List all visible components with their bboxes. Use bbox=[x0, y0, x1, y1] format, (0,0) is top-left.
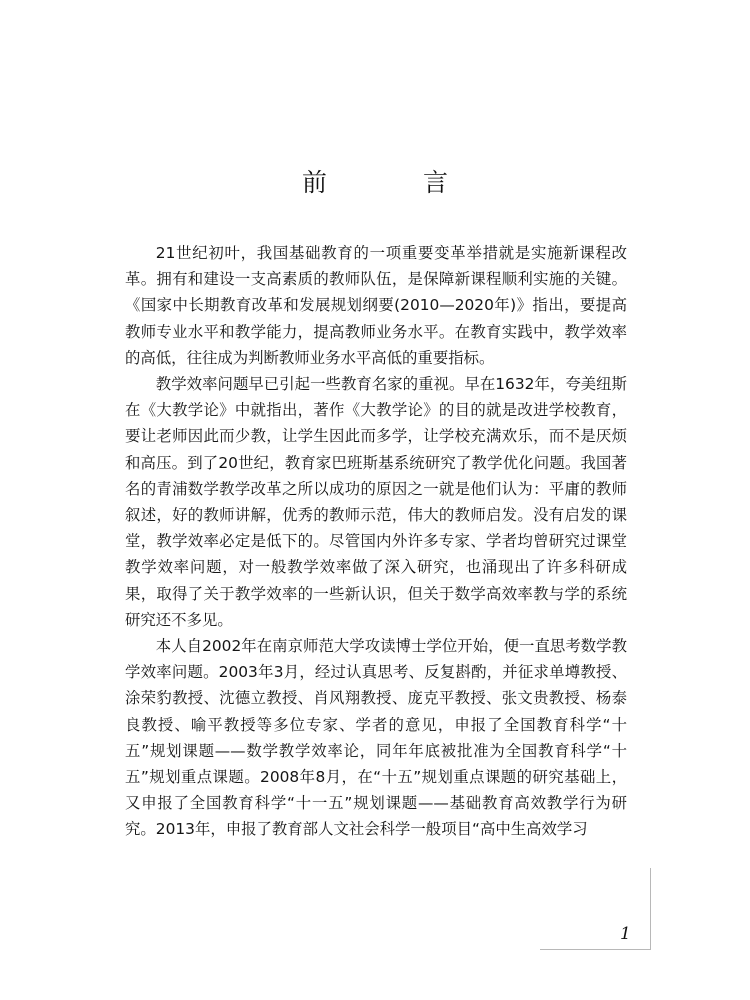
paragraph-3: 本人自2002年在南京师范大学攻读博士学位开始，便一直思考数学教学效率问题。2003年3月，经过认真思考、反复斟酌，并征求单墫教授、涂荣豹教授、沈德立教授、肖风翔教授、庞克平教授、张文贵教授、杨泰良教授、喻平教授等多位专家、学者的意见，申报了全国教育科学“十五”规划课题——数学教学效率论，同年年底被批准为全国教育科学“十五”规划重点课题。2008年8月，在“十五”规划重点课题的研究基础上，又申报了全国教育科学“十一五”规划课题——基础教育高效教学行为研究。2013年，申报了教育部人文社会科学一般项目“高中生高效学习 bbox=[125, 637, 627, 839]
footer-rule-vertical bbox=[650, 868, 651, 950]
page-title: 前 言 bbox=[302, 168, 492, 197]
paragraph-2: 教学效率问题早已引起一些教育名家的重视。早在1632年，夸美纽斯在《大教学论》中就指出，著作《大教学论》的目的就是改进学校教育，要让老师因此而少教，让学生因此而多学，让学校充满欢乐，而不是厌烦和高压。到了20世纪，教育家巴班斯基系统研究了教学优化问题。我国著名的青浦数学教学改革之所以成功的原因之一就是他们认为：平庸的教师叙述，好的教师讲解，优秀的教师示范，伟大的教师启发。没有启发的课堂，教学效率必定是低下的。尽管国内外许多专家、学者均曾研究过课堂教学效率问题，对一般教学效率做了深入研究，也涌现出了许多科研成果，取得了关于教学效率的一些新认识，但关于数学高效率教与学的系统研究还不多见。 bbox=[125, 375, 627, 629]
paragraph-1: 21世纪初叶，我国基础教育的一项重要变革举措就是实施新课程改革。拥有和建设一支高素质的教师队伍，是保障新课程顺利实施的关键。《国家中长期教育改革和发展规划纲要(2010—2020年)》指出，要提高教师专业水平和教学能力，提高教师业务水平。在教育实践中，教学效率的高低，往往成为判断教师业务水平高低的重要指标。 bbox=[125, 244, 627, 367]
page-number: 1 bbox=[620, 924, 631, 944]
body-text bbox=[125, 240, 627, 843]
footer-rule-horizontal bbox=[540, 949, 650, 950]
